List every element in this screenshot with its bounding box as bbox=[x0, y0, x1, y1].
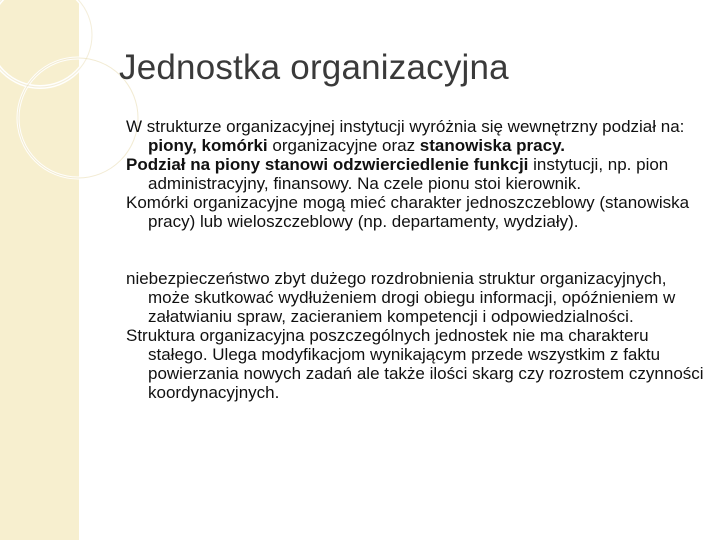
spacer bbox=[126, 231, 706, 269]
p2-bold: Podział na piony stanowi odzwierciedlenie funkcji bbox=[126, 155, 529, 174]
paragraph-4: niebezpieczeństwo zbyt dużego rozdrobnienia struktur organizacyjnych, może skutkować wydłużeniem drogi obiegu informacji, opóźnieniem w załatwianiu spraw, zacieraniem kompetencji i odpowiedzialności. bbox=[126, 269, 676, 326]
paragraph-3: Komórki organizacyjne mogą mieć charakter jednoszczeblowy (stanowiska pracy) lub wieloszczeblowy (np. departamenty, wydziały). bbox=[126, 193, 690, 231]
p2-text: instytucji, np. pion administracyjny, finansowy. Na czele pionu stoi kierownik. bbox=[148, 155, 669, 193]
paragraph-2 bbox=[126, 155, 706, 193]
p1-bold-2: stanowiska pracy. bbox=[419, 136, 565, 155]
p1-text-2: organizacyjne oraz bbox=[267, 136, 420, 155]
p1-bold-1: piony, komórki bbox=[148, 136, 268, 155]
slide-title: Jednostka organizacyjna bbox=[119, 48, 509, 87]
paragraph-5: Struktura organizacyjna poszczególnych jednostek nie ma charakteru stałego. Ulega modyfikacjom wynikającym przede wszystkim z faktu powierzania nowych zadań ale także ilości skarg czy rozrostem czynności koordynacyjnych. bbox=[126, 326, 704, 402]
slide-body bbox=[126, 117, 706, 402]
paragraph-1 bbox=[126, 117, 706, 155]
p1-text: W strukturze organizacyjnej instytucji wyróżnia się wewnętrzny podział na: bbox=[126, 117, 685, 136]
